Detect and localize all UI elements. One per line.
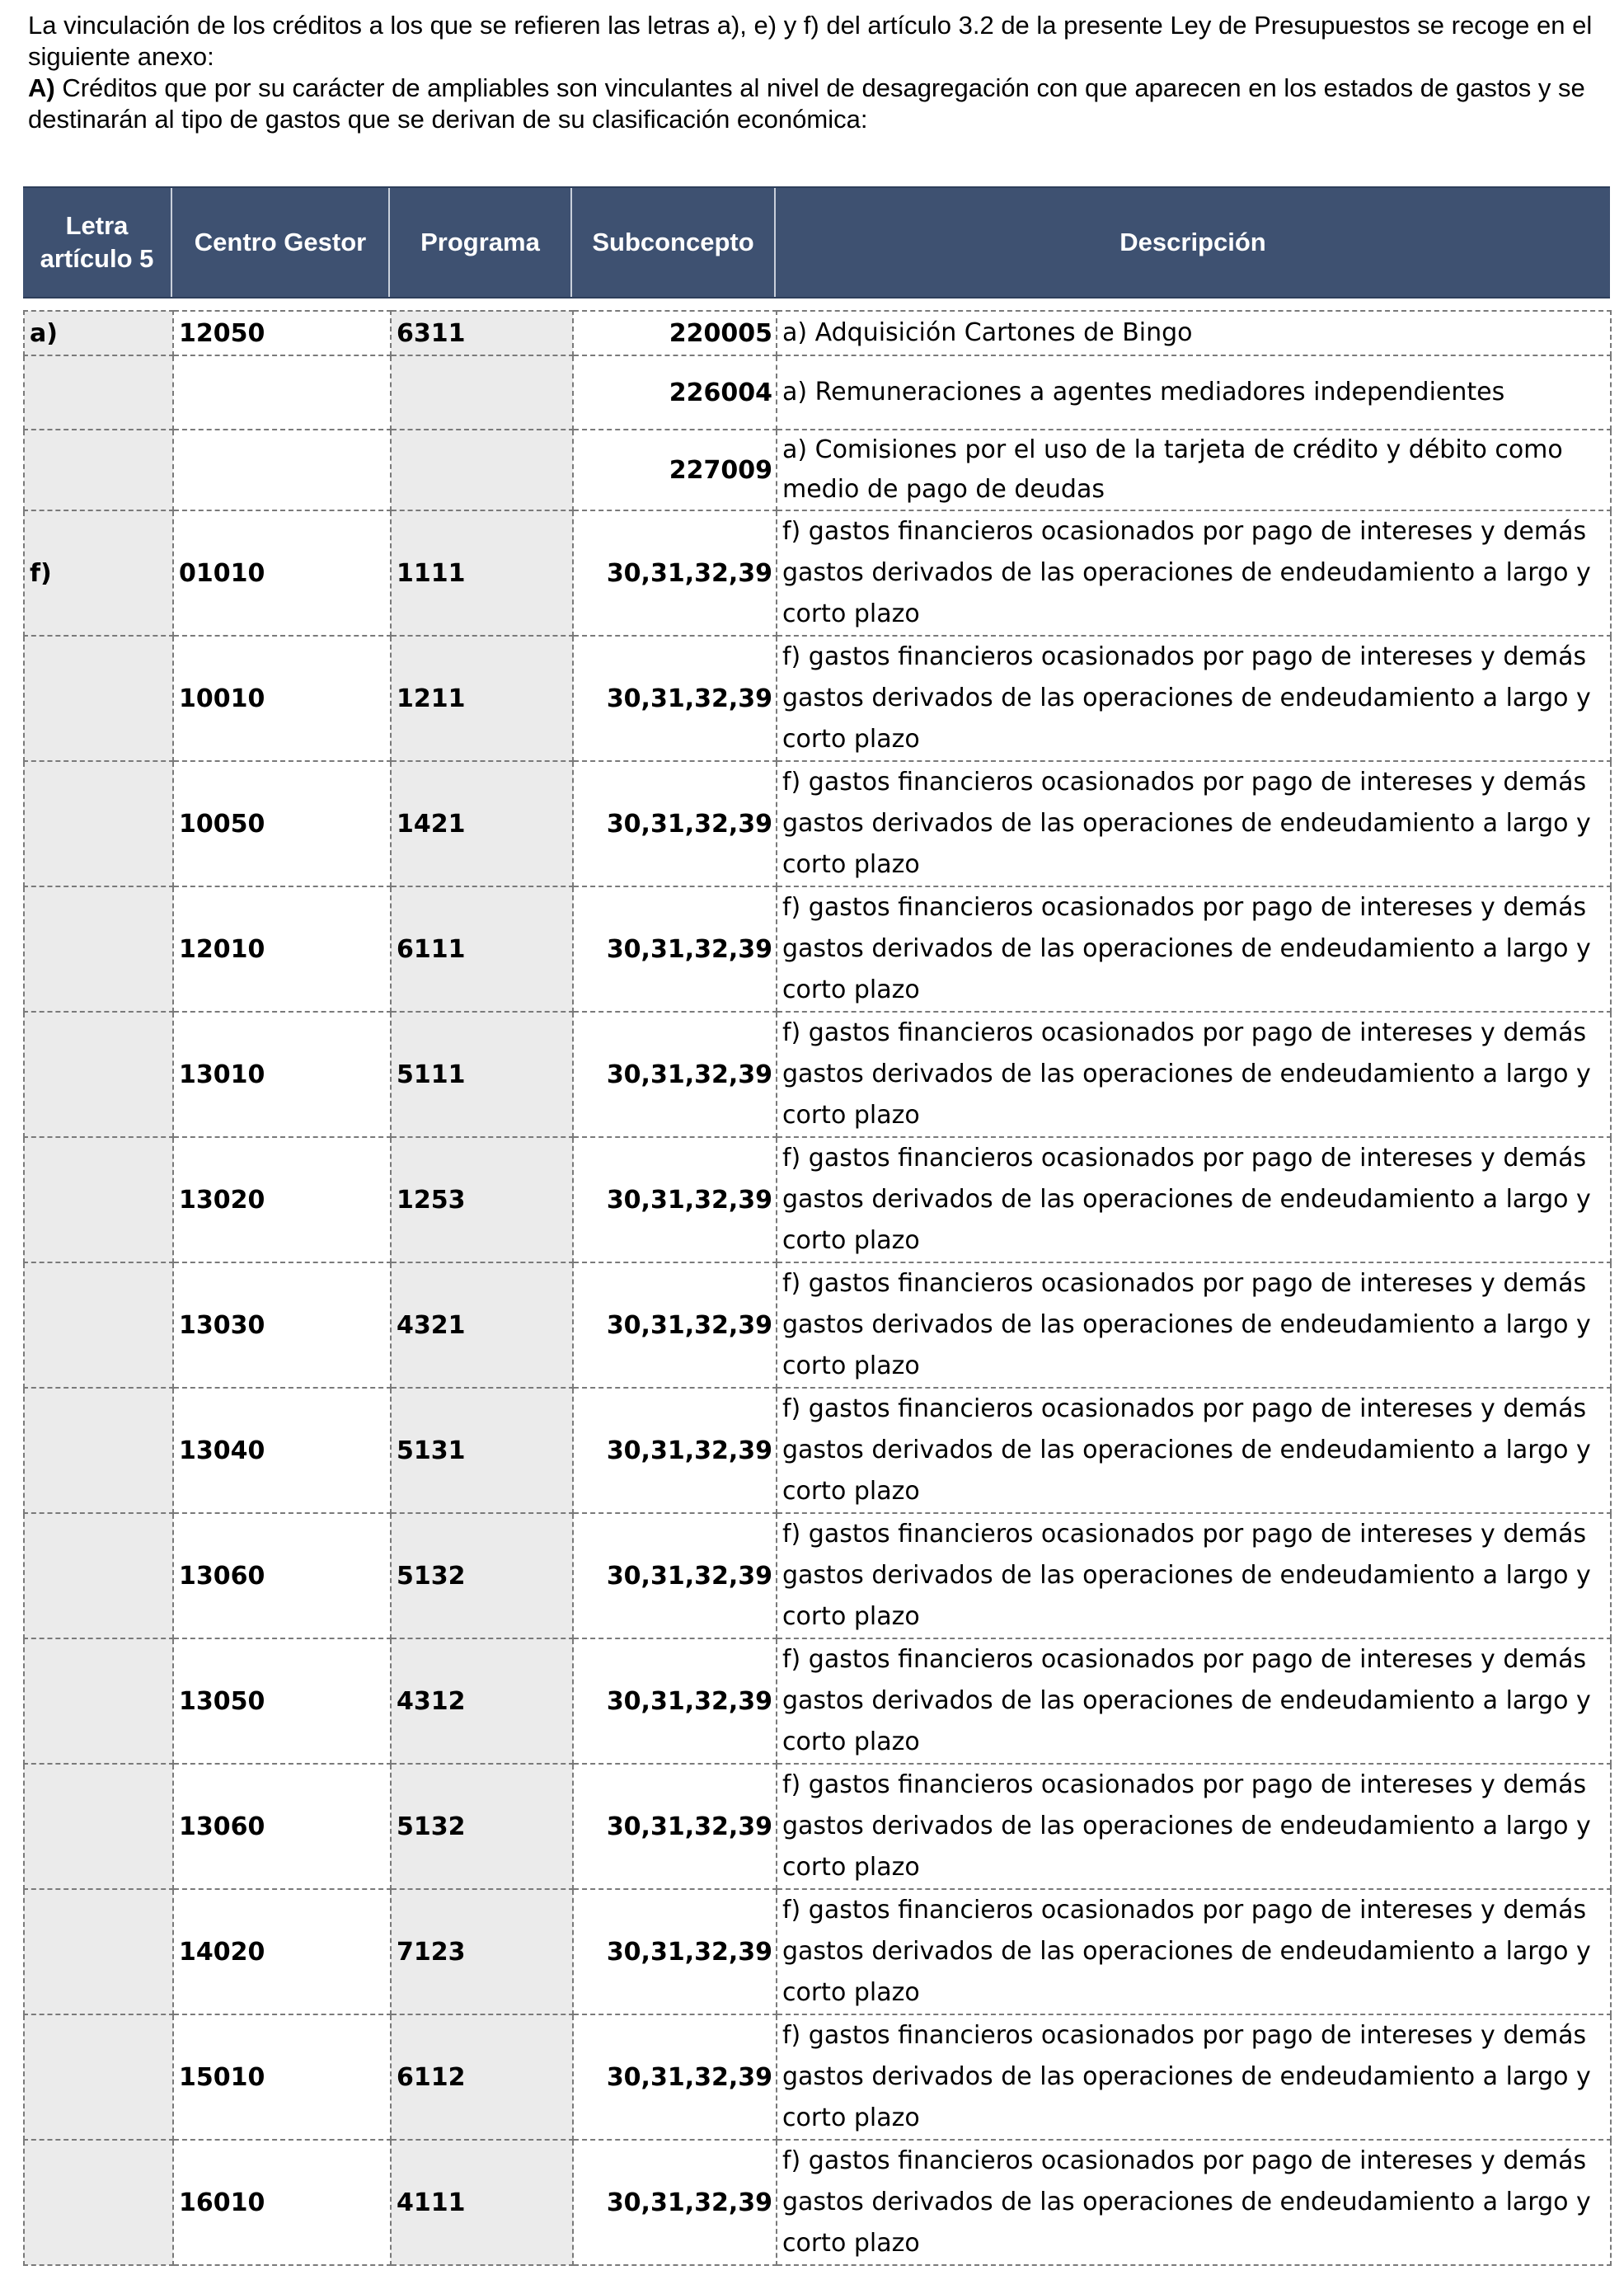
cell-subconcepto: 30,31,32,39 — [573, 1012, 777, 1137]
table-row — [24, 1638, 1611, 1764]
cell-descripcion: a) Remuneraciones a agentes mediadores independientes — [777, 355, 1611, 430]
table-row — [24, 2140, 1611, 2265]
cell-descripcion: f) gastos financieros ocasionados por pago de intereses y demás gastos derivados de las operaciones de endeudamiento a largo y corto plazo — [777, 1889, 1611, 2014]
table-row — [24, 430, 1611, 510]
cell-subconcepto: 30,31,32,39 — [573, 1764, 777, 1889]
cell-programa: 1111 — [391, 510, 573, 636]
cell-centro-gestor — [173, 355, 391, 430]
table-row — [24, 1012, 1611, 1137]
cell-programa: 1421 — [391, 761, 573, 886]
cell-programa: 4321 — [391, 1262, 573, 1388]
cell-subconcepto: 226004 — [573, 355, 777, 430]
cell-letra — [24, 886, 173, 1012]
cell-letra — [24, 1388, 173, 1513]
credits-table — [23, 310, 1612, 2266]
table-header — [23, 186, 1610, 298]
table-row — [24, 636, 1611, 761]
section-label-a: A) — [28, 73, 55, 102]
cell-subconcepto: 30,31,32,39 — [573, 2140, 777, 2265]
header-subconcepto: Subconcepto — [572, 188, 776, 297]
cell-letra — [24, 636, 173, 761]
cell-subconcepto: 30,31,32,39 — [573, 636, 777, 761]
cell-descripcion: f) gastos financieros ocasionados por pago de intereses y demás gastos derivados de las operaciones de endeudamiento a largo y corto plazo — [777, 1638, 1611, 1764]
table-row — [24, 1889, 1611, 2014]
cell-descripcion: f) gastos financieros ocasionados por pago de intereses y demás gastos derivados de las operaciones de endeudamiento a largo y corto plazo — [777, 1262, 1611, 1388]
table-row — [24, 2014, 1611, 2140]
cell-letra: f) — [24, 510, 173, 636]
cell-centro-gestor: 10050 — [173, 761, 391, 886]
cell-programa: 5111 — [391, 1012, 573, 1137]
intro-text — [28, 10, 1594, 135]
cell-centro-gestor: 16010 — [173, 2140, 391, 2265]
cell-programa: 1211 — [391, 636, 573, 761]
cell-centro-gestor: 13030 — [173, 1262, 391, 1388]
cell-subconcepto: 30,31,32,39 — [573, 2014, 777, 2140]
cell-subconcepto: 30,31,32,39 — [573, 1262, 777, 1388]
cell-descripcion: f) gastos financieros ocasionados por pago de intereses y demás gastos derivados de las operaciones de endeudamiento a largo y corto plazo — [777, 510, 1611, 636]
header-descripcion: Descripción — [1119, 228, 1266, 256]
cell-programa: 4111 — [391, 2140, 573, 2265]
cell-programa: 6311 — [391, 311, 573, 355]
cell-letra — [24, 430, 173, 510]
intro-paragraph-1: La vinculación de los créditos a los que se refieren las letras a), e) y f) del artículo 3.2 de la presente Ley de Presupuestos se recoge en el siguiente anexo: — [28, 11, 1593, 71]
cell-subconcepto: 30,31,32,39 — [573, 1513, 777, 1638]
cell-descripcion: a) Adquisición Cartones de Bingo — [777, 311, 1611, 355]
cell-letra — [24, 2140, 173, 2265]
cell-programa: 1253 — [391, 1137, 573, 1262]
cell-letra — [24, 1262, 173, 1388]
cell-centro-gestor: 13020 — [173, 1137, 391, 1262]
cell-subconcepto: 227009 — [573, 430, 777, 510]
cell-programa: 5132 — [391, 1513, 573, 1638]
cell-centro-gestor: 12050 — [173, 311, 391, 355]
table-row — [24, 761, 1611, 886]
cell-centro-gestor: 15010 — [173, 2014, 391, 2140]
cell-centro-gestor: 12010 — [173, 886, 391, 1012]
cell-programa: 6111 — [391, 886, 573, 1012]
intro-paragraph-2 — [28, 73, 1594, 135]
header-programa: Programa — [390, 188, 572, 297]
table-row — [24, 1764, 1611, 1889]
cell-programa: 5132 — [391, 1764, 573, 1889]
header-centro-gestor: Centro Gestor — [172, 188, 390, 297]
cell-programa — [391, 355, 573, 430]
cell-descripcion: f) gastos financieros ocasionados por pago de intereses y demás gastos derivados de las operaciones de endeudamiento a largo y corto plazo — [777, 2140, 1611, 2265]
cell-subconcepto: 30,31,32,39 — [573, 510, 777, 636]
cell-centro-gestor: 13060 — [173, 1764, 391, 1889]
table-row — [24, 311, 1611, 355]
cell-letra — [24, 1137, 173, 1262]
table-row — [24, 1262, 1611, 1388]
cell-programa — [391, 430, 573, 510]
table-row — [24, 1513, 1611, 1638]
cell-descripcion: f) gastos financieros ocasionados por pago de intereses y demás gastos derivados de las operaciones de endeudamiento a largo y corto plazo — [777, 1764, 1611, 1889]
cell-centro-gestor — [173, 430, 391, 510]
cell-centro-gestor: 01010 — [173, 510, 391, 636]
cell-centro-gestor: 13010 — [173, 1012, 391, 1137]
cell-subconcepto: 30,31,32,39 — [573, 761, 777, 886]
table-row — [24, 1137, 1611, 1262]
cell-descripcion: f) gastos financieros ocasionados por pago de intereses y demás gastos derivados de las operaciones de endeudamiento a largo y corto plazo — [777, 1137, 1611, 1262]
cell-letra — [24, 1513, 173, 1638]
table-row — [24, 510, 1611, 636]
table-row — [24, 886, 1611, 1012]
cell-subconcepto: 220005 — [573, 311, 777, 355]
cell-descripcion: f) gastos financieros ocasionados por pago de intereses y demás gastos derivados de las operaciones de endeudamiento a largo y corto plazo — [777, 761, 1611, 886]
table-row — [24, 1388, 1611, 1513]
cell-descripcion: f) gastos financieros ocasionados por pago de intereses y demás gastos derivados de las operaciones de endeudamiento a largo y corto plazo — [777, 2014, 1611, 2140]
cell-letra — [24, 2014, 173, 2140]
cell-centro-gestor: 13050 — [173, 1638, 391, 1764]
cell-subconcepto: 30,31,32,39 — [573, 1638, 777, 1764]
section-a-text: Créditos que por su carácter de ampliables son vinculantes al nivel de desagregación con que aparecen en los estados de gastos y se destinarán al tipo de gastos que se derivan de su clasificación económica: — [28, 73, 1585, 134]
cell-subconcepto: 30,31,32,39 — [573, 1137, 777, 1262]
cell-programa: 7123 — [391, 1889, 573, 2014]
header-letra: Letra artículo 5 — [23, 188, 172, 297]
cell-descripcion: f) gastos financieros ocasionados por pago de intereses y demás gastos derivados de las operaciones de endeudamiento a largo y corto plazo — [777, 1388, 1611, 1513]
cell-letra — [24, 761, 173, 886]
cell-centro-gestor: 14020 — [173, 1889, 391, 2014]
cell-centro-gestor: 13060 — [173, 1513, 391, 1638]
cell-subconcepto: 30,31,32,39 — [573, 1388, 777, 1513]
cell-descripcion: f) gastos financieros ocasionados por pago de intereses y demás gastos derivados de las operaciones de endeudamiento a largo y corto plazo — [777, 886, 1611, 1012]
cell-subconcepto: 30,31,32,39 — [573, 886, 777, 1012]
cell-letra — [24, 355, 173, 430]
cell-descripcion: f) gastos financieros ocasionados por pago de intereses y demás gastos derivados de las operaciones de endeudamiento a largo y corto plazo — [777, 636, 1611, 761]
cell-letra: a) — [24, 311, 173, 355]
cell-descripcion: a) Comisiones por el uso de la tarjeta de crédito y débito como medio de pago de deudas — [777, 430, 1611, 510]
cell-programa: 5131 — [391, 1388, 573, 1513]
cell-letra — [24, 1012, 173, 1137]
cell-descripcion: f) gastos financieros ocasionados por pago de intereses y demás gastos derivados de las operaciones de endeudamiento a largo y corto plazo — [777, 1012, 1611, 1137]
cell-centro-gestor: 13040 — [173, 1388, 391, 1513]
cell-letra — [24, 1889, 173, 2014]
cell-descripcion: f) gastos financieros ocasionados por pago de intereses y demás gastos derivados de las operaciones de endeudamiento a largo y corto plazo — [777, 1513, 1611, 1638]
table-body — [24, 311, 1611, 2265]
cell-subconcepto: 30,31,32,39 — [573, 1889, 777, 2014]
cell-programa: 4312 — [391, 1638, 573, 1764]
table-row — [24, 355, 1611, 430]
cell-programa: 6112 — [391, 2014, 573, 2140]
cell-letra — [24, 1638, 173, 1764]
cell-centro-gestor: 10010 — [173, 636, 391, 761]
cell-letra — [24, 1764, 173, 1889]
